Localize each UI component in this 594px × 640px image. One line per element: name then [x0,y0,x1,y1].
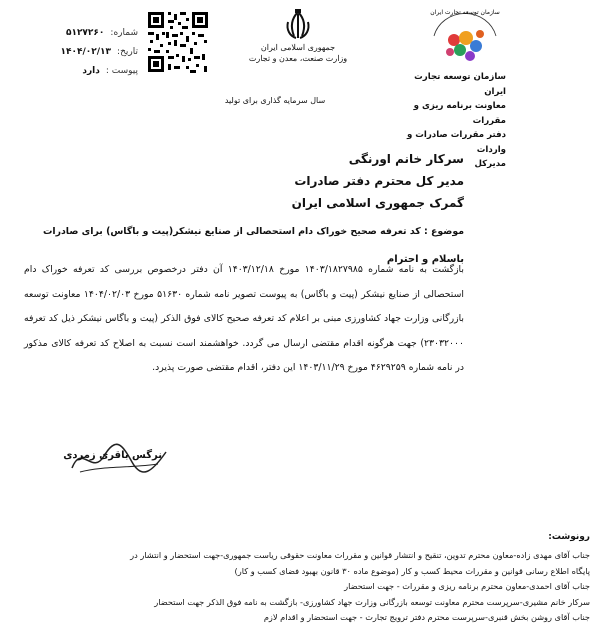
ministry-line: جمهوری اسلامی ایران [260,43,336,52]
cc-line: جناب آقای روشن بخش قنبری-سرپرست محترم دفتر ترویج تجارت - جهت استحضار و اقدام لازم [263,612,590,622]
org-line: معاونت برنامه ریزی و مقررات [413,101,506,126]
org-logo-text: سازمان توسعه تجارت ایران [430,9,500,16]
org-logo [420,2,510,68]
org-line: مدیرکل [474,159,506,169]
org-line: دفتر مقررات صادرات و واردات [406,130,506,155]
recipient-line: سرکار خانم اورنگی [348,152,464,166]
letter-metadata [18,24,138,81]
cc-line: جناب آقای احمدی-معاون محترم برنامه ریزی و مقررات - جهت استحضار [344,581,590,591]
letter-subject: موضوع : کد تعرفه صحیح خوراک دام استحصالی از صنایع نیشکر(پیت و باگاس) برای صادرات [42,226,464,237]
national-emblem-icon [280,8,316,44]
letter-greeting: باسلام و احترام [386,254,464,265]
signer-name: نرگس باقری زمردی [63,450,162,461]
cc-line: جناب آقای مهدی زاده-معاون محترم تدوین، تنقیح و انتشار قوانین و مقررات معاونت حقوقی ریاست جمهوری-جهت استحضار و انتشار در [130,550,590,560]
cc-title: رونوشت: [548,532,590,542]
letter-attachment-value: دارد [82,66,100,76]
cc-list [20,548,590,626]
year-slogan: سال سرمایه گذاری برای تولید [224,96,326,105]
qr-code [146,10,210,74]
letter-number-value: ۵۱۲۷۲۶۰ [65,28,105,38]
recipient-block [164,148,464,214]
letter-attachment-row [18,62,138,81]
org-line: سازمان توسعه تجارت ایران [414,72,506,97]
cc-line: سرکار خانم مشیری-سرپرست محترم معاونت توسعه بازرگانی وزارت جهاد کشاورزی- بازگشت به نامه فوق الذکر جهت استحضار [154,596,590,607]
letter-date-row [18,43,138,62]
letter-date-label: تاریخ: [117,47,138,57]
recipient-line: مدیر کل محترم دفتر صادرات [294,174,464,188]
ministry-line: وزارت صنعت، معدن و تجارت [248,54,348,63]
letter-date-value: ۱۴۰۴/۰۲/۱۳ [60,47,112,57]
letter-number-label: شماره: [110,28,138,38]
recipient-line: گمرک جمهوری اسلامی ایران [291,196,464,210]
cc-line: پایگاه اطلاع رسانی قوانین و مقررات محیط کسب و کار (موضوع ماده ۳۰ قانون بهبود فضای کسب و کار) [234,565,590,576]
letter-body: بازگشت به نامه شماره ۱۴۰۳/۱۸۲۷۹۸۵ مورخ ۱۴۰۳/۱۲/۱۸ آن دفتر درخصوص بررسی کد تعرفه خوراک دام استحصالی از صنایع نیشکر (پیت و باگاس) به پیوست تصویر نامه شماره ۵۱۶۳۰ مورخ ۱۴۰۴/۰۲/۰۳ معاونت توسعه بازرگانی وزارت جهاد کشاورزی مبنی بر اعلام کد تعرفه صحیح کالای فوق الذکر (پیت و باگاس نیشکر ذیل کد تعرفه ۲۳۰۳۲۰۰۰) جهت هرگونه اقدام مقتضی ارسال می گردد. خواهشمند است نسبت به اصلاح کد تعرفه کالای مذکور در نامه شماره ۴۶۲۹۲۵۹ مورخ ۱۴۰۳/۱۱/۲۹ این دفتر، اقدام مقتضی صورت پذیرد. [24,264,464,373]
ministry-title [248,42,348,64]
letter-attachment-label: پیوست : [105,66,138,76]
letter-number-row [18,24,138,43]
